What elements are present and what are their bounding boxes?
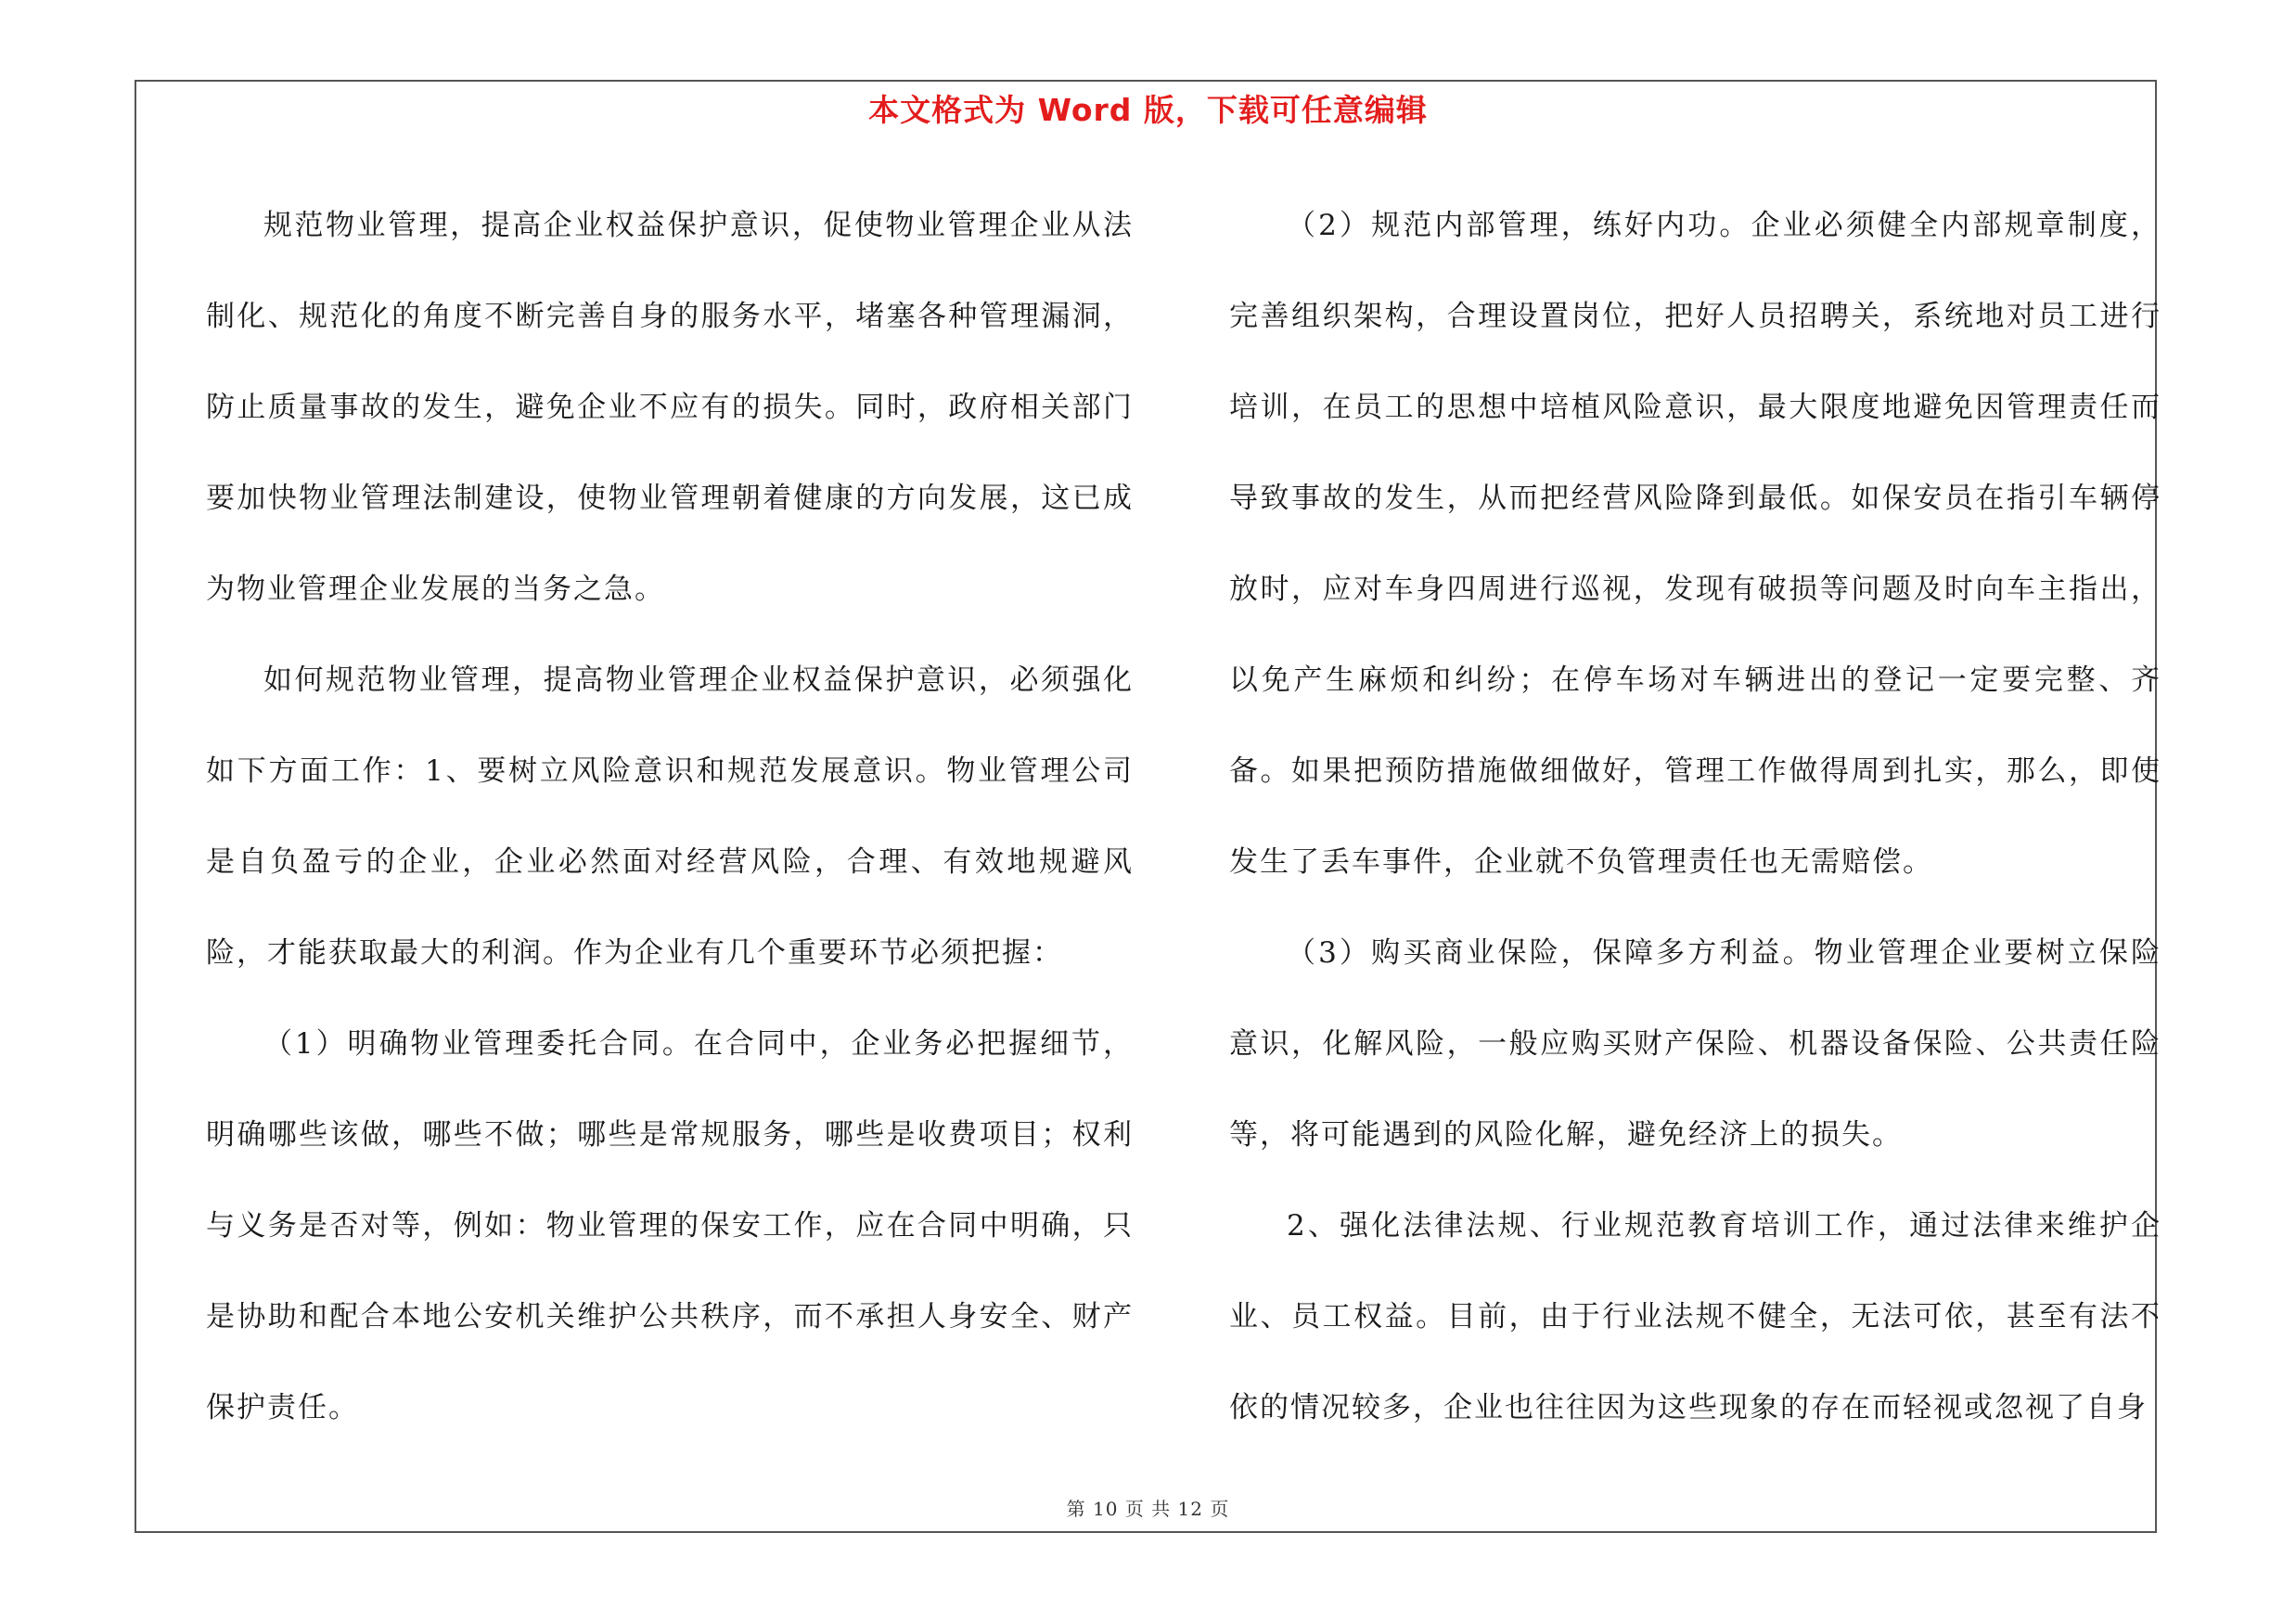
editable-notice-banner: 本文格式为 Word 版，下载可任意编辑 [868, 92, 1428, 128]
paragraph: （1）明确物业管理委托合同。在合同中，企业务必把握细节，明确哪些该做，哪些不做；哪些是常规服务，哪些是收费项目；权利与义务是否对等，例如：物业管理的保安工作，应在合同中明确，只是协助和配合本地公安机关维护公共秩序，而不承担人身安全、财产保护责任。 [206, 1027, 1134, 1424]
paragraph: 2、强化法律法规、行业规范教育培训工作，通过法律来维护企业、员工权益。目前，由于行业法规不健全，无法可依，甚至有法不依的情况较多，企业也往往因为这些现象的存在而轻视或忽视了自身 [1229, 1209, 2161, 1424]
paragraph: （3）购买商业保险，保障多方利益。物业管理企业要树立保险意识，化解风险，一般应购买财产保险、机器设备保险、公共责任险等，将可能遇到的风险化解，避免经济上的损失。 [1229, 936, 2161, 1152]
right-text-column [1229, 180, 2161, 1453]
paragraph: （2）规范内部管理，练好内功。企业必须健全内部规章制度，完善组织架构，合理设置岗位，把好人员招聘关，系统地对员工进行培训，在员工的思想中培植风险意识，最大限度地避免因管理责任而导致事故的发生，从而把经营风险降到最低。如保安员在指引车辆停放时，应对车身四周进行巡视，发现有破损等问题及时向车主指出，以免产生麻烦和纠纷；在停车场对车辆进出的登记一定要完整、齐备。如果把预防措施做细做好，管理工作做得周到扎实，那么，即使发生了丢车事件，企业就不负管理责任也无需赔偿。 [1229, 209, 2161, 879]
paragraph: 规范物业管理，提高企业权益保护意识，促使物业管理企业从法制化、规范化的角度不断完善自身的服务水平，堵塞各种管理漏洞，防止质量事故的发生，避免企业不应有的损失。同时，政府相关部门要加快物业管理法制建设，使物业管理朝着健康的方向发展，这已成为物业管理企业发展的当务之急。 [206, 209, 1134, 606]
page-number-footer: 第 10 页 共 12 页 [1066, 1498, 1230, 1520]
paragraph: 如何规范物业管理，提高物业管理企业权益保护意识，必须强化如下方面工作：1、要树立风险意识和规范发展意识。物业管理公司是自负盈亏的企业，企业必然面对经营风险，合理、有效地规避风险，才能获取最大的利润。作为企业有几个重要环节必须把握： [206, 663, 1134, 970]
left-text-column [206, 180, 1134, 1453]
